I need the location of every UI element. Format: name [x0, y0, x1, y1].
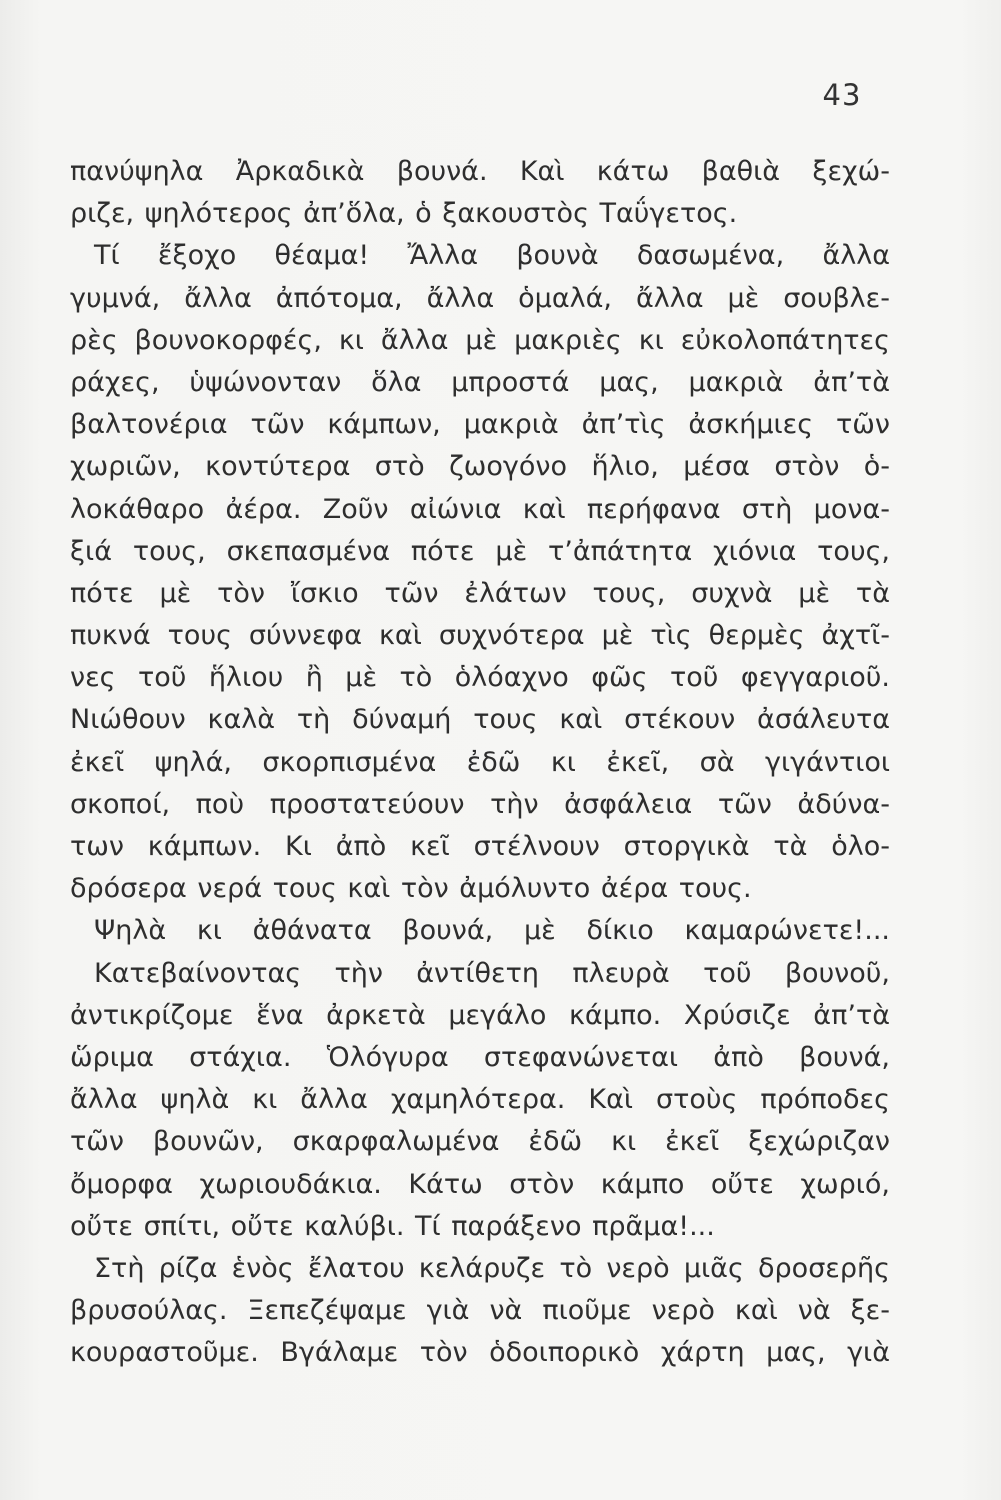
text-line: κουραστοῦμε. Βγάλαμε τὸν ὁδοιπορικὸ χάρτη μας, γιὰ — [70, 1337, 890, 1369]
text-line: ἄλλα ψηλὰ κι ἄλλα χαμηλότερα. Καὶ στοὺς πρόποδες — [70, 1084, 890, 1116]
page-number: 43 — [822, 78, 862, 112]
text-line: πυκνά τους σύννεφα καὶ συχνότερα μὲ τὶς θερμὲς ἀχτῖ- — [70, 620, 890, 652]
text-line: πανύψηλα Ἀρκαδικὰ βουνά. Καὶ κάτω βαθιὰ ξεχώ- — [70, 156, 890, 187]
text-line: ξιά τους, σκεπασμένα πότε μὲ τ’ἀπάτητα χιόνια τους, — [70, 535, 890, 567]
text-line: ἀντικρίζομε ἕνα ἀρκετὰ μεγάλο κάμπο. Χρύσιζε ἀπ’τὰ — [70, 999, 890, 1031]
text-line: ρὲς βουνοκορφές, κι ἄλλα μὲ μακριὲς κι εὐκολοπάτητες — [70, 324, 890, 356]
text-line: βαλτονέρια τῶν κάμπων, μακριὰ ἀπ’τὶς ἀσκήμιες τῶν — [70, 409, 890, 441]
text-line: ὥριμα στάχια. Ὁλόγυρα στεφανώνεται ἀπὸ βουνά, — [70, 1041, 890, 1073]
text-line: ἐκεῖ ψηλά, σκορπισμένα ἐδῶ κι ἐκεῖ, σὰ γιγάντιοι — [70, 746, 890, 778]
text-line: χωριῶν, κοντύτερα στὸ ζωογόνο ἥλιο, μέσα στὸν ὁ- — [70, 451, 890, 483]
text-line: λοκάθαρο ἀέρα. Ζοῦν αἰώνια καὶ περήφανα στὴ μονα- — [70, 493, 890, 525]
text-line: δρόσερα νερά τους καὶ τὸν ἀμόλυντο ἀέρα τους. — [70, 873, 752, 905]
text-line: νες τοῦ ἥλιου ἢ μὲ τὸ ὁλόαχνο φῶς τοῦ φεγγαριοῦ. — [70, 662, 890, 694]
text-line: των κάμπων. Κι ἀπὸ κεῖ στέλνουν στοργικὰ τὰ ὁλο- — [70, 831, 890, 862]
text-line: ὄμορφα χωριουδάκια. Κάτω στὸν κάμπο οὔτε χωριό, — [70, 1168, 890, 1200]
text-line: πότε μὲ τὸν ἴσκιο τῶν ἐλάτων τους, συχνὰ μὲ τὰ — [70, 577, 890, 609]
text-line: Τί ἔξοχο θέαμα! Ἄλλα βουνὰ δασωμένα, ἄλλα — [94, 240, 890, 272]
text-line: Στὴ ρίζα ἑνὸς ἔλατου κελάρυζε τὸ νερὸ μιᾶς δροσερῆς — [94, 1252, 890, 1284]
text-line: Κατεβαίνοντας τὴν ἀντίθετη πλευρὰ τοῦ βουνοῦ, — [94, 957, 890, 989]
text-line: σκοποί, ποὺ προστατεύουν τὴν ἀσφάλεια τῶν ἀδύνα- — [70, 788, 890, 820]
text-line: ριζε, ψηλότερος ἀπ’ὅλα, ὁ ξακουστὸς Ταΰγετος. — [70, 198, 738, 230]
text-line: Ψηλὰ κι ἀθάνατα βουνά, μὲ δίκιο καμαρώνετε!... — [94, 915, 890, 947]
text-line: ράχες, ὑψώνονταν ὅλα μπροστά μας, μακριὰ ἀπ’τὰ — [70, 366, 890, 398]
text-line: Νιώθουν καλὰ τὴ δύναμή τους καὶ στέκουν ἀσάλευτα — [70, 704, 890, 736]
body-text — [70, 151, 890, 1374]
text-line: οὔτε σπίτι, οὔτε καλύβι. Τί παράξενο πρᾶμα!... — [70, 1210, 715, 1242]
text-line: βρυσούλας. Ξεπεζέψαμε γιὰ νὰ πιοῦμε νερὸ καὶ νὰ ξε- — [70, 1295, 890, 1327]
text-line: γυμνά, ἄλλα ἀπότομα, ἄλλα ὁμαλά, ἄλλα μὲ σουβλε- — [70, 282, 890, 314]
text-line: τῶν βουνῶν, σκαρφαλωμένα ἐδῶ κι ἐκεῖ ξεχώριζαν — [70, 1126, 890, 1158]
